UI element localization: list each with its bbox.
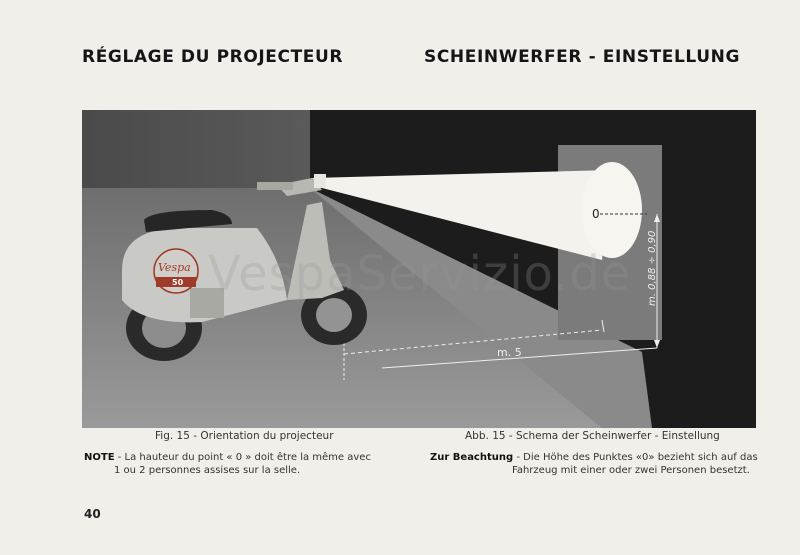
page-title-german: SCHEINWERFER - EINSTELLUNG (424, 47, 741, 67)
watermark: VespaServizio.de (208, 246, 632, 302)
figure-caption-german: Abb. 15 - Schema der Scheinwerfer - Einstellung (465, 430, 720, 442)
vespa-badge (154, 249, 198, 293)
note-german-line1: - Die Höhe des Punktes «0» bezieht sich auf das (513, 452, 758, 463)
note-french (84, 451, 414, 477)
light-spot (582, 162, 642, 258)
note-french-line1: - La hauteur du point « 0 » doit être la même avec (114, 452, 371, 463)
point-zero-label: 0 (592, 207, 600, 221)
page-title-french: RÉGLAGE DU PROJECTEUR (82, 47, 344, 67)
badge-model: 50 (172, 278, 184, 287)
page-number: 40 (84, 507, 101, 521)
note-german (430, 451, 760, 477)
height-label: m. 0,88 ÷ 0,90 (647, 230, 658, 306)
note-german-line2: Fahrzeug mit einer oder zwei Personen besetzt. (512, 465, 750, 476)
note-german-label: Zur Beachtung (430, 452, 514, 463)
note-french-label: NOTE (84, 452, 115, 463)
background-left-wall (82, 110, 312, 188)
headlight-adjustment-figure (82, 110, 756, 428)
figure-caption-french: Fig. 15 - Orientation du projecteur (155, 430, 334, 442)
note-french-line2: 1 ou 2 personnes assises sur la selle. (114, 465, 301, 476)
badge-brand: Vespa (158, 261, 191, 274)
distance-label: m. 5 (497, 346, 522, 359)
